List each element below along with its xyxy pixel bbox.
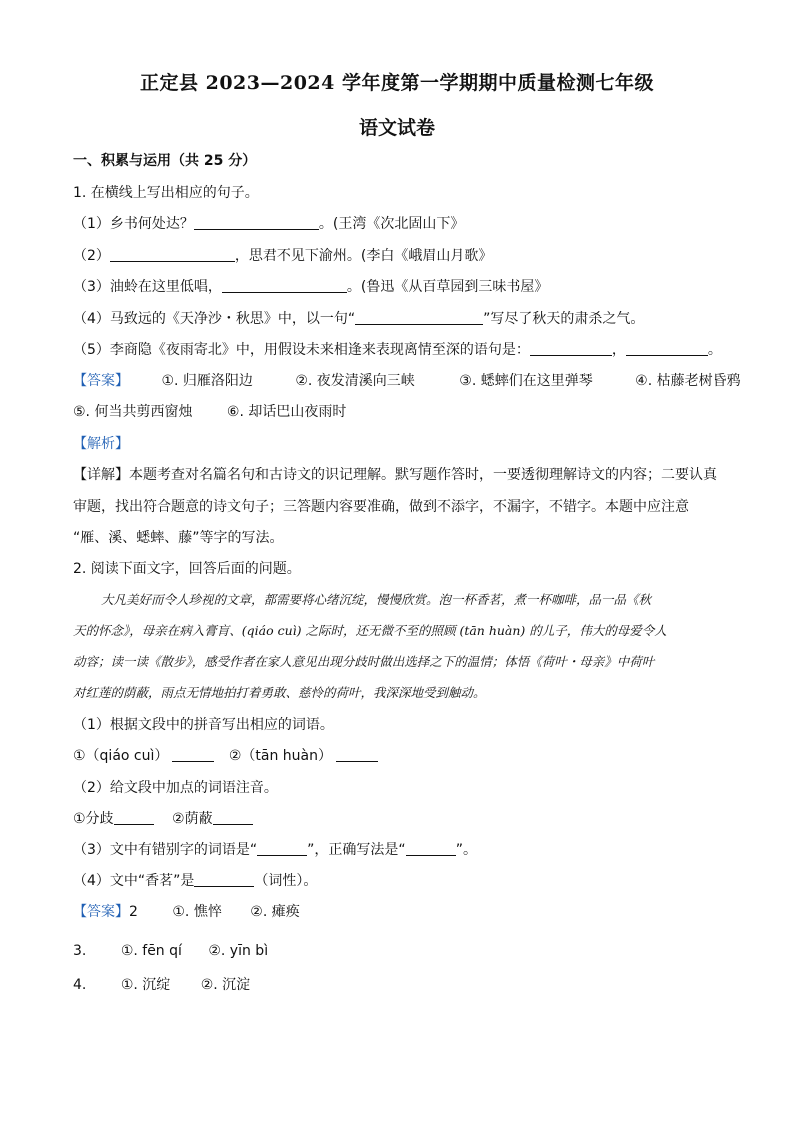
answer-blank[interactable] bbox=[530, 341, 612, 356]
question-4-answers: 4. ①. 沉绽 ②. 沉淀 bbox=[73, 974, 250, 994]
question-1-item-2: （2） ，思君不见下渝州。(李白《峨眉山月歌》 bbox=[73, 248, 493, 264]
answer-blank[interactable] bbox=[355, 310, 483, 325]
question-2-stem: 2. 阅读下面文字，回答后面的问题。 bbox=[73, 561, 301, 577]
answer-blank[interactable] bbox=[406, 841, 456, 856]
passage-line: 动容；读一读《散步》，感受作者在家人意见出现分歧时做出选择之下的温情；体悟《荷叶・母亲》中荷叶 bbox=[73, 654, 655, 669]
question-3-answers: 3. ①. fēn qí ②. yīn bì bbox=[73, 943, 269, 959]
analysis-label: 【解析】 bbox=[73, 436, 129, 452]
page-subtitle: 语文试卷 bbox=[358, 117, 435, 139]
question-2-answers: 【答案】2 ①. 憔悴 ②. 瘫痪 bbox=[73, 901, 300, 921]
question-2-sub-2-blanks: ①分歧 ②荫蔽 bbox=[73, 808, 253, 828]
answer-option: ②. 沉淀 bbox=[200, 977, 251, 993]
question-1-answers-row-1 bbox=[73, 370, 741, 390]
answer-option: ③. 蟋蟀们在这里弹琴 bbox=[459, 373, 593, 389]
section-heading: 一、积累与运用（共 25 分） bbox=[73, 153, 257, 169]
passage-line: 天的怀念》，母亲在病入膏肓、(qiáo cuì) 之际时，还无微不至的照顾 (tān huàn) 的儿子，伟大的母爱令人 bbox=[73, 623, 667, 638]
answer-option: ①. fēn qí bbox=[120, 943, 182, 959]
question-1-stem: 1. 在横线上写出相应的句子。 bbox=[73, 185, 259, 201]
detail-line-1: 【详解】本题考查对名篇名句和古诗文的识记理解。默写题作答时，一要透彻理解诗文的内容；二要认真 bbox=[73, 467, 717, 483]
answer-option: ②. yīn bì bbox=[208, 943, 269, 959]
answer-label: 【答案】 bbox=[73, 904, 129, 920]
question-2-sub-1-blanks: ①（qiáo cuì） ②（tān huàn） bbox=[73, 745, 378, 765]
detail-line-3: “雁、溪、蟋蟀、藤”等字的写法。 bbox=[73, 530, 284, 546]
answer-blank[interactable] bbox=[222, 278, 347, 293]
answer-blank[interactable] bbox=[114, 810, 154, 825]
answer-label: 【答案】 bbox=[73, 373, 129, 389]
question-2-sub-4: （4）文中“香茗”是 （词性）。 bbox=[73, 873, 318, 889]
answer-option: ⑥. 却话巴山夜雨时 bbox=[226, 404, 347, 420]
answer-option: ②. 瘫痪 bbox=[250, 904, 300, 920]
question-1-item-3: （3）油蛉在这里低唱， 。(鲁迅《从百草园到三味书屋》 bbox=[73, 279, 549, 295]
answer-option: ①. 沉绽 bbox=[120, 977, 171, 993]
answer-option: ②. 夜发清溪向三峡 bbox=[295, 373, 415, 389]
passage-line: 大凡美好而令人珍视的文章，都需要将心绪沉绽，慢慢欣赏。泡一杯香茗，煮一杯咖啡，品一品《秋 bbox=[101, 592, 652, 607]
answer-option: ①. 归雁洛阳边 bbox=[161, 373, 253, 389]
question-2-sub-2: （2）给文段中加点的词语注音。 bbox=[73, 780, 278, 796]
answer-blank[interactable] bbox=[257, 841, 307, 856]
question-2-sub-1: （1）根据文段中的拼音写出相应的词语。 bbox=[73, 717, 334, 733]
page-title: 正定县 2023—2024 学年度第一学期期中质量检测七年级 bbox=[140, 72, 654, 94]
question-1-answers-row-2 bbox=[73, 401, 346, 421]
question-1-item-5: （5）李商隐《夜雨寄北》中，用假设未来相逢来表现离情至深的语句是： ， 。 bbox=[73, 342, 722, 358]
detail-label: 【详解】 bbox=[73, 467, 129, 483]
question-1-item-4: （4）马致远的《天净沙・秋思》中，以一句“ ”写尽了秋天的肃杀之气。 bbox=[73, 311, 645, 327]
answer-blank[interactable] bbox=[172, 747, 214, 762]
answer-blank[interactable] bbox=[194, 872, 254, 887]
detail-line-2: 审题，找出符合题意的诗文句子；三答题内容要准确，做到不添字，不漏字，不错字。本题中应注意 bbox=[73, 499, 689, 515]
question-2-sub-3: （3）文中有错别字的词语是“ ”，正确写法是“ ”。 bbox=[73, 842, 477, 858]
answer-blank[interactable] bbox=[626, 341, 708, 356]
answer-blank[interactable] bbox=[110, 247, 235, 262]
answer-blank[interactable] bbox=[336, 747, 378, 762]
answer-option: ⑤. 何当共剪西窗烛 bbox=[73, 404, 193, 420]
answer-option: ①. 憔悴 bbox=[172, 904, 222, 920]
question-1-item-1: （1）乡书何处达？ 。(王湾《次北固山下》 bbox=[73, 216, 465, 232]
answer-blank[interactable] bbox=[194, 215, 319, 230]
passage-line: 对红莲的荫蔽，雨点无情地拍打着勇敢、慈怜的荷叶，我深深地受到触动。 bbox=[73, 685, 486, 700]
answer-blank[interactable] bbox=[213, 810, 253, 825]
answer-option: ④. 枯藤老树昏鸦 bbox=[635, 373, 741, 389]
